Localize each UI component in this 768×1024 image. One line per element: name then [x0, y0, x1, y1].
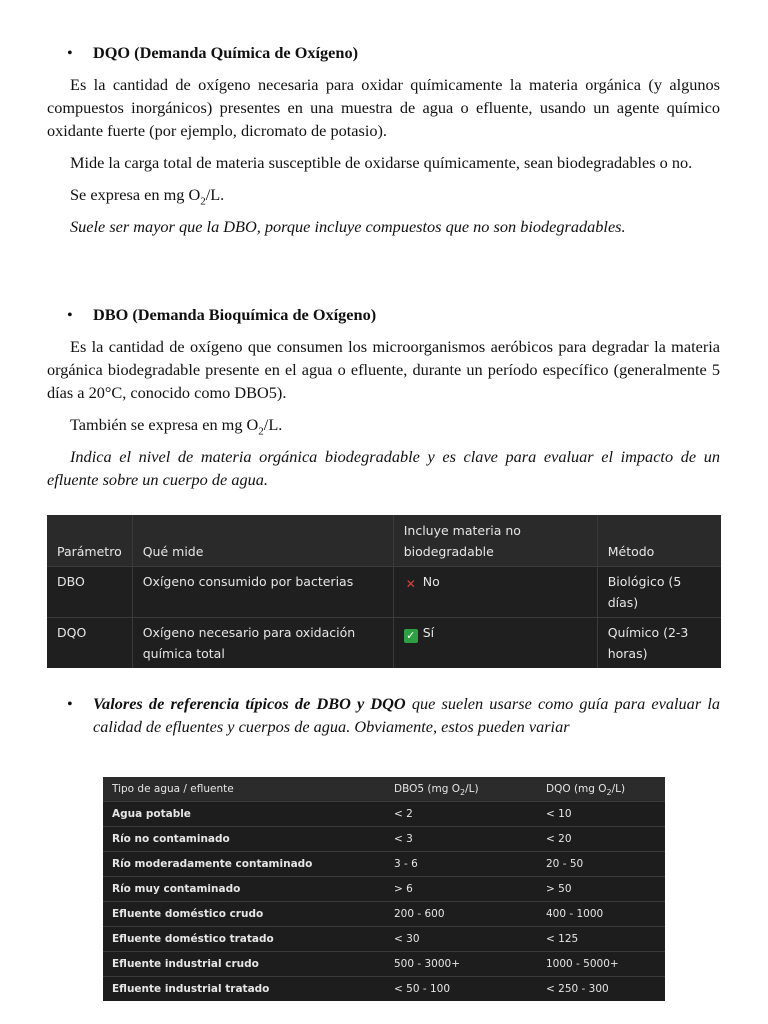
cell-dqo: < 250 - 300: [546, 983, 609, 995]
dbo-unit: También se expresa en mg $O_2/L$.: [70, 415, 283, 438]
cell-measure: Oxígeno necesario para oxidación química total: [132, 618, 393, 669]
dqo-unit: Se expresa en mg $O_2/L$.: [70, 185, 225, 208]
dbo-definition: Es la cantidad de oxígeno que consumen los microorganismos aeróbicos para degradar la materia orgánica biodegradable presente en el agua o efluente, durante un período específico (generalmente 5 días a 20°C, conocido como DBO5).: [47, 337, 720, 402]
dqo-note: Suele ser mayor que la DBO, porque incluye compuestos que no son biodegradables.: [70, 217, 626, 236]
cell-type: Efluente industrial crudo: [112, 958, 259, 970]
cell-param: DBO: [47, 567, 132, 618]
section-reference: [47, 692, 720, 738]
table-row: [103, 827, 665, 852]
cell-dbo: < 30: [394, 933, 420, 945]
cell-dqo: 20 - 50: [546, 858, 584, 870]
header-dqo: DQO (mg $O_2/L$): [546, 783, 626, 798]
cell-type: Efluente doméstico tratado: [112, 933, 274, 945]
table-row: [103, 927, 665, 952]
cell-dqo: 1000 - 5000+: [546, 958, 619, 970]
table-row: [47, 618, 721, 669]
table-row: [47, 567, 721, 618]
cell-dqo: < 125: [546, 933, 579, 945]
cell-type: Río moderadamente contaminado: [112, 858, 313, 870]
comparison-table: [47, 515, 721, 668]
cell-dbo: 200 - 600: [394, 908, 445, 920]
check-mark-icon: ✓: [404, 629, 418, 643]
cell-dqo: 400 - 1000: [546, 908, 604, 920]
table-row: [103, 802, 665, 827]
dbo-note: Indica el nivel de materia orgánica biodegradable y es clave para evaluar el impacto de un efluente sobre un cuerpo de agua.: [47, 447, 720, 489]
dqo-description: Mide la carga total de materia susceptible de oxidarse químicamente, sean biodegradables o no.: [70, 153, 693, 172]
dqo-heading: • DQO (Demanda Química de Oxígeno): [67, 43, 359, 62]
bullet-dot-icon: •: [67, 305, 73, 324]
reference-table: [103, 777, 665, 1001]
header-que-mide: Qué mide: [132, 515, 393, 567]
cell-param: DQO: [47, 618, 132, 669]
section-dbo: [47, 303, 720, 491]
cell-method: Químico (2-3 horas): [607, 625, 689, 661]
cell-type: Efluente industrial tratado: [112, 983, 270, 995]
cell-includes: ✓ Sí: [393, 618, 597, 669]
cell-includes: ✕ No: [393, 567, 597, 618]
header-metodo: Método: [607, 544, 655, 559]
cell-dbo: < 2: [394, 808, 413, 820]
table-header-row: [47, 515, 721, 567]
cell-dbo: > 6: [394, 883, 413, 895]
cross-mark-icon: ✕: [405, 577, 416, 591]
cell-method: Biológico (5 días): [607, 574, 682, 610]
cell-measure: Oxígeno consumido por bacterias: [132, 567, 393, 618]
bullet-dot-icon: •: [67, 43, 73, 62]
table-row: [103, 852, 665, 877]
cell-type: Río muy contaminado: [112, 883, 241, 895]
header-parametro: Parámetro: [47, 515, 132, 567]
cell-dbo: < 50 - 100: [394, 983, 451, 995]
cell-dbo: 3 - 6: [394, 858, 418, 870]
section-dqo: [47, 41, 720, 238]
table-row: [103, 902, 665, 927]
table-header-row: [103, 777, 665, 802]
table-row: [103, 977, 665, 1002]
table-row: [103, 877, 665, 902]
cell-dbo: < 3: [394, 833, 413, 845]
cell-type: Agua potable: [112, 808, 191, 820]
reference-paragraph: • Valores de referencia típicos de DBO y DQO que suelen usarse como guía para evaluar la calidad de efluentes y cuerpos de agua. Obviamente, estos pueden variar: [67, 694, 720, 736]
cell-type: Río no contaminado: [112, 833, 230, 845]
cell-dqo: > 50: [546, 883, 572, 895]
cell-dqo: < 20: [546, 833, 572, 845]
cell-type: Efluente doméstico crudo: [112, 908, 264, 920]
table-row: [103, 952, 665, 977]
header-dbo5: DBO5 (mg $O_2/L$): [394, 783, 479, 798]
cell-dqo: < 10: [546, 808, 572, 820]
dqo-definition: Es la cantidad de oxígeno necesaria para oxidar químicamente la materia orgánica (y algunos compuestos inorgánicos) presentes en una muestra de agua o efluente, usando un agente químico oxidante fuerte (por ejemplo, dicromato de potasio).: [47, 75, 720, 140]
dbo-heading: • DBO (Demanda Bioquímica de Oxígeno): [67, 305, 377, 324]
bullet-dot-icon: •: [67, 694, 73, 713]
header-tipo: Tipo de agua / efluente: [112, 783, 234, 795]
cell-dbo: 500 - 3000+: [394, 958, 461, 970]
header-incluye: Incluye materia no biodegradable: [393, 515, 597, 567]
